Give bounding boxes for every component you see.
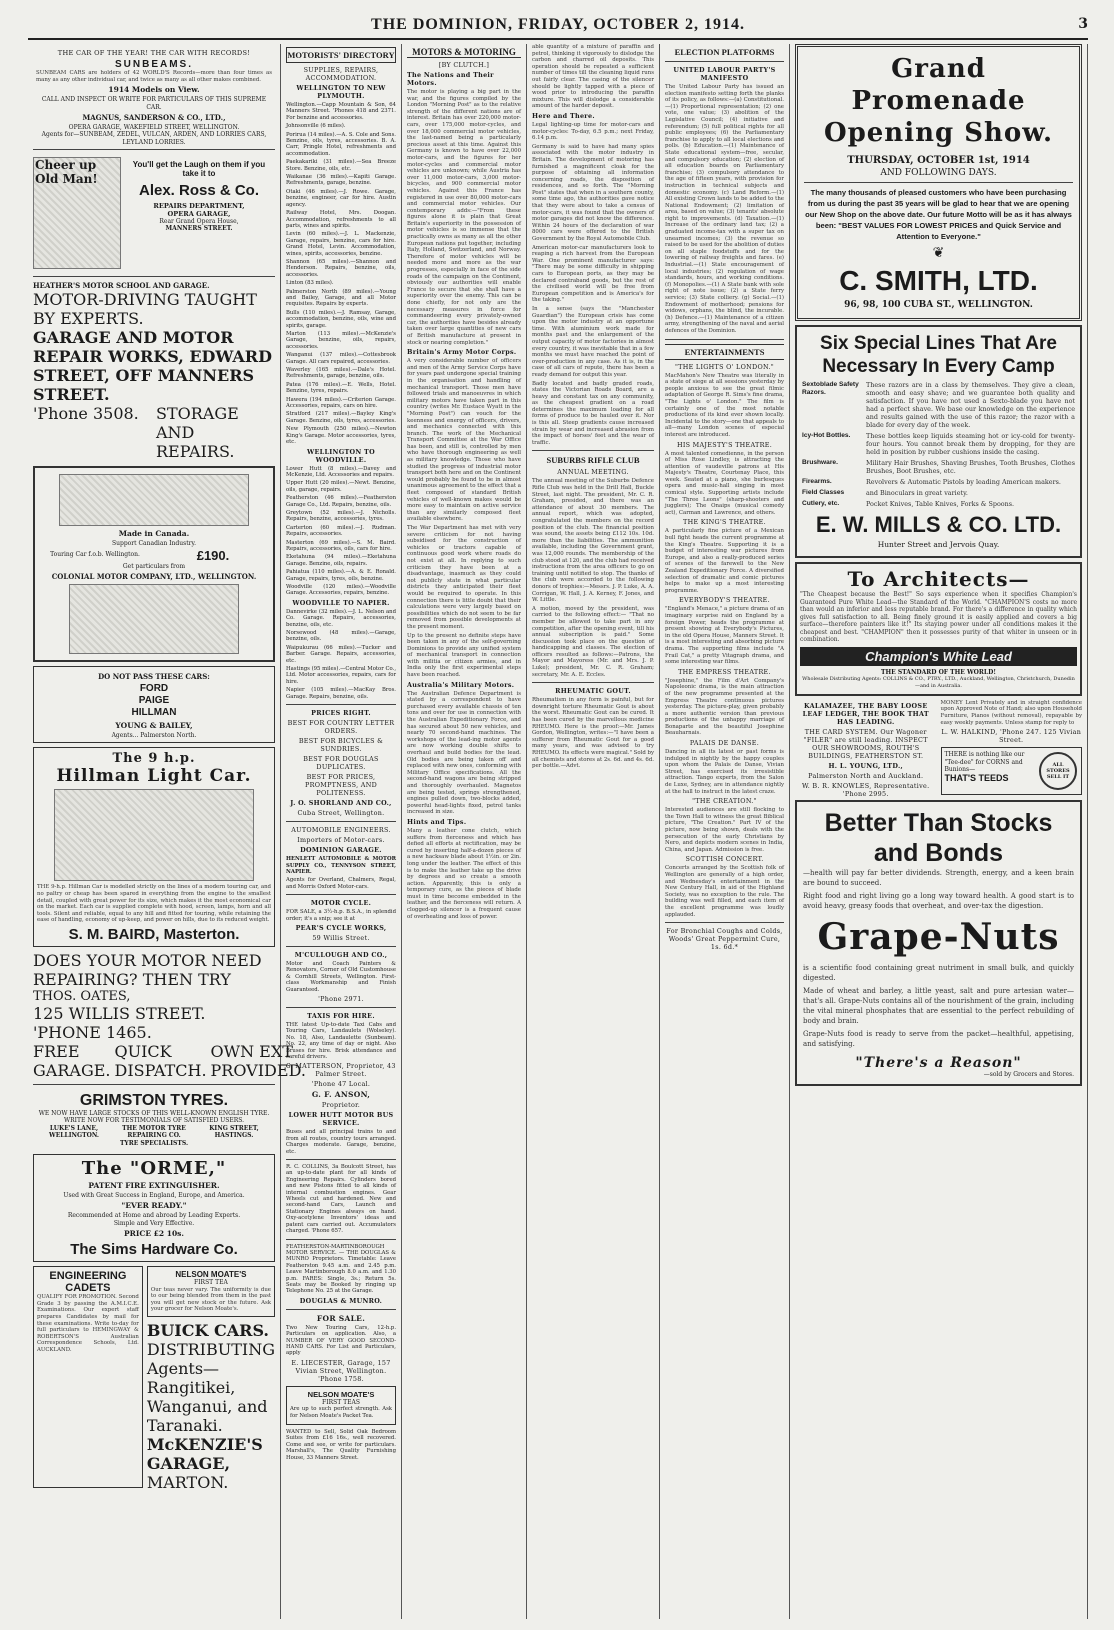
divider xyxy=(33,1084,275,1085)
grimston-lukes: LUKE'S LANE, WELLINGTON. xyxy=(48,1124,100,1140)
directory-entry: Levin (60 miles).—J. L. Mackenzie, Garage, repairs, benzine, cars for hire. Grand Hotel, Levin. Accommodation, wines, spirits, accessories, benzine. xyxy=(286,231,396,257)
kal-rep: W. B. R. KNOWLES, Representative. 'Phone 2995. xyxy=(802,781,930,798)
for-sale-sig: E. LIECESTER, Garage, 157 Vivian Street, Wellington. 'Phone 1758. xyxy=(291,1358,391,1383)
directory-entries-1 xyxy=(286,102,396,446)
special-line-text: Military Hair Brushes, Shaving Brushes, Tooth Brushes, Clothes Brushes, Boot Brushes, etc. xyxy=(866,459,1075,475)
gn-title: Grape-Nuts xyxy=(817,915,1060,958)
six-lines xyxy=(802,381,1075,508)
prices-head: PRICES RIGHT. xyxy=(311,709,371,718)
newspaper-title: THE DOMINION, FRIDAY, OCTOBER 2, 1914. xyxy=(371,16,745,33)
wanted-ad: WANTED to Sell, Solid Oak Bedroom Suites from £16 16s., well recovered. Come and see, or write for particulars. Marshall's, The Quality Furnishing House, 33 Manners Street. xyxy=(286,1429,396,1461)
grape-nuts-ad xyxy=(795,800,1082,1086)
directory-sub: SUPPLIES, REPAIRS, ACCOMMODATION. xyxy=(303,66,379,82)
special-line-item xyxy=(802,478,1075,486)
teeds-body: THERE is nothing like our "Tee-dee" for CORNS and Bunions— xyxy=(944,751,1025,773)
bottom-ads-row xyxy=(33,1266,275,1492)
e8-head: SCOTTISH CONCERT. xyxy=(685,855,764,864)
champion-lead-ad xyxy=(795,562,1082,696)
directory-entry: Pahiatua (110 miles).—A. & E. Ronald. Garage, repairs, tyres, oils, benzine. xyxy=(286,569,396,582)
kal-body: THE CARD SYSTEM. Our Wagoner "FILER" are still leading. INSPECT OUR SHOWROOMS, ROUTH'S BUILDINGS, FEATHERSTON ST. xyxy=(803,727,928,760)
special-line-label: Field Classes xyxy=(802,489,845,496)
american-para: American motor-car manufacturers look to reaping a rich harvest from the European War. One prominent manufacturer says: "There may be some difficulty in shipping cars to European ports, as they may be declared contraband goods, but the rest of the civilised world will be free from European competition and is America's for the taking." xyxy=(532,244,654,304)
magnus-address: OPERA GARAGE, WAKEFIELD STREET, WELLINGTON. xyxy=(68,124,240,131)
mcc-phone: 'Phone 2971. xyxy=(318,994,364,1003)
directory-entry: Otaki (46 miles).—J. Rowe. Garage, benzine, engineer, car for hire. Austin agency. xyxy=(286,188,396,208)
section-hints: Hints and Tips. xyxy=(407,817,467,826)
auto-engineers: AUTOMOBILE ENGINEERS. xyxy=(291,826,391,835)
sunbeam-call: CALL AND INSPECT OR WRITE FOR PARTICULARS OF THIS SUPREME CAR. xyxy=(41,96,267,111)
special-line-item xyxy=(802,500,1075,508)
special-line-label: Icy-Hot Bottles. xyxy=(802,432,851,439)
e4-body: "England's Menace," a picture drama of an imaginary surprise raid on England by a foreign Power, heads the programme at present showing at Everybody's Pictures, in the old Opera House, Manners Street. It is a most interesting and absorbing picture drama. The supporting films include "A Frail Cat," a pretty Vitagraph drama, and some interesting war films. xyxy=(665,606,784,666)
orme-rec: Recommended at Home and abroad by Leading Experts. xyxy=(67,1212,241,1220)
directory-entry: Wellington.—Capp Mountain & Son, 64 Manners Street. 'Phones 418 and 2371. For benzine and accessories. xyxy=(286,102,396,121)
mcc-name: M'CULLOUGH AND CO., xyxy=(294,950,388,959)
nelson2-name: NELSON MOATE'S xyxy=(307,1389,375,1399)
crisis-para: In a sense (says the "Manchester Guardian") the European crisis has come upon the motor industry at an opportune time. With aluminium work made for months past and the enlargement of the output capacity of motor factories in almost every country, it was inevitable that in a few months we must have reached the point of over-production in any case. As it is, in the case of all cars of repute, there has been a ready demand for output this year. xyxy=(532,305,654,378)
oates-question: DOES YOUR MOTOR NEED REPAIRING? THEN TRY xyxy=(33,951,262,989)
alex-ross-name: Alex. Ross & Co. xyxy=(138,182,260,200)
e4-head: EVERYBODY'S THEATRE. xyxy=(679,596,770,605)
engineering-cadets-ad xyxy=(33,1266,143,1488)
dnp-car-1: PAIGE xyxy=(138,695,170,707)
featherston-ad: FEATHERSTON-MARTINBOROUGH MOTOR SERVICE. — THE DOUGLAS & MUNRO Proprietors. Timetable: Leave Featherston 9.45 a.m. and 2.45 p.m. Leave Martinborough 8.0 a.m. and 1.30 p.m. FARES: Single, 3s.; Return 5s. Seats may be Booked by ringing up Telephone No. 25 at the Garage. xyxy=(286,1243,396,1295)
page-number: 3 xyxy=(1078,16,1088,32)
e2-head: HIS MAJESTY'S THEATRE. xyxy=(676,440,773,449)
touring-car-illustration xyxy=(69,584,239,654)
orme-sub: PATENT FIRE EXTINGUISHER. xyxy=(88,1181,220,1191)
divider xyxy=(665,339,784,340)
directory-entry: Railway Hotel, Mrs. Doogan. Accommodation, refreshments to all parts, wines and spirits. xyxy=(286,210,396,229)
divider xyxy=(286,894,396,895)
column-3-motoring xyxy=(402,44,527,1619)
anson-name: G. F. ANSON, xyxy=(311,1090,371,1100)
fleuron-icon: ❦ xyxy=(932,245,945,261)
grimston-spec: TYRE SPECIALISTS. xyxy=(119,1139,189,1147)
smith-name: C. SMITH, LTD. xyxy=(839,265,1038,296)
e5-head: THE EMPRESS THEATRE. xyxy=(678,667,771,676)
directory-entry: Marton (113 miles).—McKenzie's Garage, benzine, oils, repairs, accessories. xyxy=(286,331,396,350)
divider xyxy=(286,704,396,705)
motor-cycle-head: MOTOR CYCLE. xyxy=(310,899,372,908)
directory-entry: Porirua (14 miles).—A. S. Cole and Sons. Benzine, oils, tyres, accessories. B. A. Carr, Pringle Hotel, refreshments and accommodation. xyxy=(286,131,396,157)
magnus-agents: Agents for—SUNBEAM, ZEDEL, VULCAN, ARDEN, AND LORRIES CARS, LEYLAND LORRIES. xyxy=(41,131,267,146)
grimston-ad xyxy=(33,1089,275,1150)
dnp-agents: Agents... Palmerston North. xyxy=(111,732,197,740)
directory-head: MOTORISTS' DIRECTORY xyxy=(286,47,396,63)
directory-entries-3 xyxy=(286,609,396,700)
divider xyxy=(286,1239,396,1240)
mills-name: E. W. MILLS & CO. LTD. xyxy=(815,512,1062,537)
alex-tagline: You'll get the Laugh on them if you take it to xyxy=(132,160,266,179)
kal-head: KALAMAZEE, THE BABY LOOSE LEAF LEDGER, THE BOOK THAT HAS LEADING. xyxy=(802,701,929,726)
grand-promenade-ad xyxy=(795,44,1082,321)
directory-entry: Paekakariki (31 miles).—Sea Breeze Store. Benzine, oils, etc. xyxy=(286,159,396,172)
alex-rear: Rear Grand Opera House, xyxy=(159,218,239,226)
election-head: ELECTION PLATFORMS xyxy=(674,47,775,57)
e3-body: A particularly fine picture of a Mexican bull fight heads the current programme at the King's Theatre. Supporting it is a budget of interesting war pictures from Europe, and also a really-produced series of scenes of the farewell to the New Zealand Expeditionary Force. A diversified selection of dramatic and comic pictures helps to make up a most interesting programme. xyxy=(665,528,784,594)
alex-garage: OPERA GARAGE, xyxy=(167,209,231,218)
arch-dist: Wholesale Distributing Agents: COLLINS & CO., PTRY., LTD., Auckland, Wellington, Christchurch, Dunedin—and in Australia. xyxy=(802,675,1075,690)
column-6-ads xyxy=(790,44,1088,1619)
directory-entry: Hawera (194 miles).—Criterion Garage. Accessories, repairs, cars on hire. xyxy=(286,396,396,410)
oates-own: OWN EXT PROVIDED. xyxy=(210,1042,306,1080)
sunbeam-body: SUNBEAM CARS are holders of 42 WORLD'S Records—more than four times as many as any other individual car, and twice as many as all other makes combined. xyxy=(36,70,272,83)
directory-entry: Palmerston North (89 miles).—Young and Bailey, Garage, and all Motor requisites. Repairs by experts. xyxy=(286,288,396,308)
special-line-text: These bottles keep liquids steaming hot or icy-cold for twenty-four hours. You cannot break them by dropping, for they are held in position by rubber cushions inside the casing. xyxy=(866,432,1075,456)
gp-body: The many thousands of pleased customers who have been purchasing from us during the past 35 years will be glad to hear that we are opening our New Shop on the above date. Our future Motto will be as it has always been: "BEST VALUES FOR LOWEST PRICES and Quick Service and Attention to Everyone." xyxy=(805,188,1072,241)
rheumatic-head: RHEUMATIC GOUT. xyxy=(555,687,631,696)
mills-ad xyxy=(795,325,1082,558)
best-line-2: BEST FOR DOUGLAS DUPLICATES. xyxy=(303,755,379,772)
hillman-body: THE 9-h.p. Hillman Car is modelled strictly on the lines of a modern touring car, and no paltry or cheap has been spared in everything from the engine to the smallest detail, coupled with great power for its size, which makes it the most economical car on the market. Each car is supplied complete with hood, screen, lamps, horn and all tools. Silent and reliable, equal to any hill and fitted for touring, while retaining the ease of handling, economy of up-keep, and power on hills, due to its reduced weight. xyxy=(37,884,271,924)
directory-entry: Linton (83 miles). xyxy=(286,280,334,287)
sunbeam-kicker: THE CAR OF THE YEAR! THE CAR WITH RECORDS! xyxy=(57,49,251,57)
divider xyxy=(532,682,654,683)
orme-ready: "EVER READY." xyxy=(121,1201,187,1211)
australia-para: The Australian Defence Department is stated by a correspondent to have purchased every available chassis of ten tons and over for use in connection with the Australian Expeditionary Force, and has secured about 50 new vehicles, and nearly 70 second-hand machines. The workshops of the lead-ing motor agents are now working double shifts to overhaul and build bodies for the lead. Old bodies are being taken off and replaced with new ones, conforming with Military Office specifications. All the second-hand wagons are being stripped and thoroughly overhauled. Magnetos are being tested, springs strengthened, engines pulled down, two-blocks added, powerful head-lights fixed, petrol tanks increased in size. xyxy=(407,690,521,816)
entertainments-head: ENTERTAINMENTS xyxy=(665,344,784,360)
army-para-2: The War Department has met with very severe criticism for not having subsidised for the construction of vehicles or tractors capable of continuous good work where roads do not exist at all. In replying to such criticism they have been at a disadvantage, inasmuch as they could not publicly state in what particular districts they anticipated their fleet would be required to operate. In this connection there is little doubt that their calculations were very largely based on possibilities which do not seem to be far removed from possible developments at the present moment. xyxy=(407,525,521,630)
small-ads-row xyxy=(795,700,1082,800)
special-line-text: Revolvers & Automatic Pistols by leading American makers. xyxy=(866,478,1061,486)
special-line-text: These razors are in a class by themselves. They give a clean, smooth and easy shave; and we guarantee both quality and satisfaction. If you have not used a Sexto-blade you have not had a perfect shave. We base our knowledge on the experience and results gained with the use of this razor; the razor with a blade for every day of the week. xyxy=(866,381,1075,429)
gn-reason: "There's a Reason" xyxy=(855,1054,1022,1071)
suburbs-para-1: The annual meeting of the Suburbs Defence Rifle Club was held in the Drill Hall, Buckle Street, last night. The president, Mr. C. R. Graham, presided, and there was an attendance of about 30 members. The annual report, which was adopted, congratulated the members on the record position of the club. The financial position was sound, the assets being £112 10s. 10d. more than the liabilities. The ammunition available, including the Government grant, was 12,000 rounds. The membership of the club stood at 120, and the club had received instructions from the area officers to go on training until notified to stop. The thanks of the club were accorded to the following donors of trophies:—Messrs. J. P. Luke, A. A. Corrigan, W. Hall, J. A. Kerney, F. Jones, and W. Little. xyxy=(532,478,654,604)
directory-entry: Dannevirke (32 miles).—J. L. Nelson and Co. Garage. Repairs, accessories, benzine, oils, etc. xyxy=(286,608,396,628)
dnp-firm: YOUNG & BAILEY, xyxy=(115,721,193,731)
divider xyxy=(286,821,396,822)
directory-entry: Waikanae (36 miles).—Kapiti Garage. Refreshments, garage, benzine. xyxy=(286,174,396,187)
money-sig: L. W. HALKIND, 'Phone 247. 125 Vivian Street. xyxy=(941,728,1082,745)
e6-body: Dancing in all its latest or past forms is indulged in nightly by the happy couples upon whom the Palais de Danse, Vivian Street, has exercised its irresistible attraction. Tango experts, from the Salon de Luxe, Sydney, are in attendance nightly at the hall to instruct in the latest craze. xyxy=(665,749,784,795)
directory-entry: Shannon (65 miles).—Shannon and Henderson. Repairs, benzine, oils, accessories. xyxy=(286,258,396,278)
henlett: HENLETT AUTOMOBILE & MOTOR SUPPLY CO., TENNYSON STREET, NAPIER. xyxy=(286,856,396,875)
buick-body: DISTRIBUTING Agents—Rangitikei, Wanganui, and Taranaki. xyxy=(146,1340,275,1436)
right-stack xyxy=(147,1266,275,1492)
kal-firm: H. L. YOUNG, LTD., xyxy=(828,761,904,770)
directory-entry: Upper Hutt (20 miles).—Newt. Benzine, oils, garage, repairs. xyxy=(286,480,396,493)
nelson-moate-ad-2 xyxy=(286,1386,396,1425)
grimston-co: THE MOTOR TYRE REPAIRING CO. xyxy=(122,1124,186,1140)
motoring-head: MOTORS & MOTORING xyxy=(407,47,521,58)
directory-entry: Masterton (69 miles).—S. M. Baird. Repairs, accessories, oils, cars for hire. xyxy=(286,539,396,552)
e5-body: "Josephine," the Film d'Art Company's Napoleonic drama, is the main attraction of the new programme presented at the Empress Theatre continuous pictures yesterday. The picture-play, given probably a more authentic version than previous productions of the unhappy marriage of Bonaparte and the beautiful Josephine Beauharnais. xyxy=(665,677,784,737)
column-2-directory xyxy=(281,44,402,1619)
divider xyxy=(286,1159,396,1160)
featherston-sig: DOUGLAS & MUNRO. xyxy=(299,1296,383,1305)
grimston-king: KING STREET, HASTINGS. xyxy=(209,1124,259,1140)
directory-entry: Woodville (120 miles).—Woodville Garage. Accessories, repairs, benzine. xyxy=(286,584,396,597)
nelson2-body: Are up to such perfect strength. Ask for Nelson Moate's Packet Tea. xyxy=(290,1406,392,1419)
baird-name: S. M. BAIRD, Masterton. xyxy=(68,926,240,943)
nelson-tea-ad xyxy=(147,1266,275,1317)
gp-title: Grand Promenade Opening Show. xyxy=(823,54,1054,148)
kalamazee-ad xyxy=(795,700,937,800)
shorland-addr: Cuba Street, Wellington. xyxy=(297,809,385,818)
special-line-text: Pocket Knives, Table Knives, Forks & Spoons. xyxy=(866,500,1015,508)
canada-price: £190. xyxy=(196,547,230,563)
section-australia: Australia's Military Motors. xyxy=(407,680,515,689)
oates-quick: QUICK DISPATCH. xyxy=(114,1042,207,1080)
better-p1: —health will pay far better dividends. Strength, energy, and a keen brain are bound to succeed. xyxy=(803,868,1074,887)
henlett-agents: Agents for Overland, Chalmers, Regal, and Morris Oxford Motor-cars. xyxy=(286,877,396,890)
grimston-body: WE NOW HAVE LARGE STOCKS OF THIS WELL-KNOWN ENGLISH TYRE. WRITE NOW FOR TESTIMONIALS OF SATISFIED USERS. xyxy=(38,1110,270,1125)
money-body: MONEY Lent Privately and in straight confidence upon Approved Note of Hand; also upon Household Furniture, Pianos (without removal), repayable by easy weekly payments. Unless stamp for reply to xyxy=(940,699,1082,726)
eng-body: QUALIFY FOR PROMOTION. Second Grade 3 by passing the A.M.I.C.E. Examinations. Our expert staff prepares Candidates by mail for these examinations. Write to-day for full particulars to HEMINGWAY & ROBERTSON'S Australian Correspondence Schools, Ltd. AUCKLAND. xyxy=(37,1294,139,1353)
directory-entry: Patea (176 miles).—E. Wells, Hotel. Benzine, tyres, repairs. xyxy=(286,381,396,395)
oates-addr: 125 WILLIS STREET. 'PHONE 1465. xyxy=(33,1004,206,1042)
masthead xyxy=(28,16,1088,40)
sunbeam-models: 1914 Models on View. xyxy=(108,85,200,95)
heather-ad xyxy=(33,281,275,461)
sunbeam-ad xyxy=(33,44,275,150)
hillman-car-illustration xyxy=(54,789,254,881)
manifesto-body: The United Labour Party has issued an election manifesto setting forth the planks of its policy, as follows:—(a) Constitutional.—(1) Proportional representation; (2) one vote, one value; (3) abolition of the Legislative Council; (4) initiative and referendum; (5) full political rights for all public employees; (6) the Parliamentary franchise to apply to all local elections and polls. (b) Education.—(1) Maintenance of State educational system—free, secular, and compulsory education; (2) election of all education boards on Parliamentary franchise; (3) compulsory attendance to the age of fifteen years, with provision for instruction in technical subjects and domestic economy. (c) Land Reform.—(1) All existing Crown lands to be added to the National Endowment; (2) limitation of area, based on value; (3) tenants' absolute right to improvements. (d) Taxation.—(1) Increase of the ordinary land tax; (2) a graduated income-tax with a super tax on unearned incomes; (3) the revenue so raised to be used for the abolition of duties on all staple foodstuffs and for the lowering of railway freights and fares. (e) Industrial.—(1) State encouragement of local industries; (2) regulation of wage standards, hours, and working conditions. (f) Monopolies.—(1) A State bank with sole right of note issue; (2) a State ferry service; (3) State colliery. (g) Social.—(1) Endowment of motherhood; pensions for widows, orphans, the blind, the incurable. (h) Defence.—(1) Maintenance of a citizen army, strengthening of the naval and aerial defences of the Dominion. xyxy=(665,84,784,334)
kal-town: Palmerston North and Auckland. xyxy=(808,771,924,780)
buick-firm: McKENZIE'S GARAGE, xyxy=(146,1435,263,1474)
nelson2-tea: FIRST TEAS xyxy=(322,1398,360,1406)
gn-p2: Made of wheat and barley, a little yeast, salt and pure artesian water—that's all. Grape-Nuts contains all of the nourishment of the grain, including the vital mineral phosphates that are essential to the perfect rebuilding of body and brain. xyxy=(803,986,1074,1025)
motoring-byline: [BY CLUTCH.] xyxy=(438,61,490,69)
alex-ross-ad xyxy=(33,154,275,272)
column-1-ads xyxy=(28,44,306,1619)
arch-brand: Champion's White Lead xyxy=(800,647,1077,666)
magnus-name: MAGNUS, SANDERSON & CO., LTD., xyxy=(82,113,226,122)
taxis-phone: 'Phone 47 Local. xyxy=(311,1080,371,1089)
directory-entry: Norsewood (48 miles).—Garage, benzine, oils. xyxy=(286,630,396,643)
eng-title: ENGINEERING CADETS xyxy=(49,1270,127,1295)
column-4-news xyxy=(527,44,660,1619)
special-line-item xyxy=(802,432,1075,456)
alex-dept: REPAIRS DEPARTMENT, xyxy=(153,202,245,211)
auto-importers: Importers of Motor-cars. xyxy=(297,836,385,845)
car-illustration xyxy=(59,474,249,526)
special-line-item xyxy=(802,489,1075,497)
pearl-addr: 59 Willis Street. xyxy=(312,933,370,942)
sims-hardware: The Sims Hardware Co. xyxy=(70,1241,238,1259)
heather-phone: 'Phone 3508. xyxy=(33,404,139,424)
sunbeam-name: SUNBEAMS. xyxy=(114,59,193,70)
smith-addr: 96, 98, 100 CUBA ST., WELLINGTON. xyxy=(844,300,1033,310)
e3-head: THE KING'S THEATRE. xyxy=(683,518,766,527)
collins-ad: R. C. COLLINS, 3a Boulcott Street, has an up-to-date plant for all kinds of Engineering Repairs. Cylinders bored and new Pistons fitted to all kinds of internal combustion engines. Gear Wheels cut and hardened. New and second-hand Cars, Launch and Stationary Engines always on hand. Oxy-acetylene Inventors' ideas and patent cars carried out. Accumulators charged. 'Phone 657. xyxy=(286,1164,396,1235)
directory-entry: Johnsonville (6 miles). xyxy=(286,123,346,130)
nelson-tea: FIRST TEA xyxy=(194,1279,228,1287)
special-line-text: and Binoculars in great variety. xyxy=(866,489,968,497)
labour-manifesto-head: UNITED LABOUR PARTY'S MANIFESTO xyxy=(673,66,776,82)
best-line-0: BEST FOR COUNTRY LETTER ORDERS. xyxy=(287,719,395,736)
orme-used: Used with Great Success in England, Europe, and America. xyxy=(63,1192,245,1200)
suburbs-sub: ANNUAL MEETING. xyxy=(557,468,629,477)
young-bailey-ad xyxy=(33,666,275,743)
lighting-para: Legal lighting-up time for motor-cars and motor-cycles: To-day, 6.5 p.m.; next Friday, 6.14 p.m. xyxy=(532,121,654,142)
directory-entry: Wanganui (137 miles).—Cottesbrook Garage. All cars repaired, accessories. xyxy=(286,352,396,365)
army-para-3: Up to the present no definite steps have been taken in any of the self-governing Dominions to provide any unified system of mechanical transport in connection with militia or citizen armies, and in India only the first experimental steps have been reached. xyxy=(407,632,521,679)
oates-name: THOS. OATES, xyxy=(33,989,131,1004)
arch-body: "The Cheapest because the Best!" So says experience when it specifies Champion's Guaranteed Pure White Lead—the Standard of the World. "CHAMPION'S costs no more than would an inferior and less reputable brand. For there's a difference in quality which gives full satisfaction to all. Being finely ground it is easily applied and covers a big surface—therefore painters like it!" Its staying power under all conditions makes it the cheapest and best. "CHAMPION" then it possesses purity of that whiter in unseen or in combination. xyxy=(800,591,1077,643)
hillman-name: Hillman Light Car. xyxy=(56,766,252,787)
suburbs-head: SUBURBS RIFLE CLUB xyxy=(546,455,640,466)
roads-para: Badly located and badly graded roads, states the Victorian Roads Board, are a heavy and constant tax on any community, as the cheapest gradient on a road determines the maximum loading for all forms of produce to be hauled over it. Nor is this all. Steep gradients cause increased strain by wear and increased abrasion from the impact of horses' feet and the wear of traffic. xyxy=(532,380,654,446)
nations-para: The motor is playing a big part in the war, and the figures compiled by the London "Morning Post" as to the relative strength of the different nations are of interest. Britain has over 220,000 motor-cars, over 175,000 motor-cycles, and over 18,000 commercial motor vehicles, the last-named being a particularly precious asset at this time. Against this Germany is known to have over 22,000 motor-cars, and the figures for her motor-cycles and commercial motor vehicles are unknown; while Austria has over 11,000 motor-cars, 3,000 motor-bicycles, and 900 commercial motor vehicles. Against this France has registered in use over 80,000 motor-cars and commercial motor vehicles. Our contemporary adds:—"From these figures alone it is plain that Great Britain's superiority in the possession of motor vehicles is so immense that the practically owns as many as all the other European nations put together, including Italy, Holland, Switzerland, and Norway. Therefore of motor vehicles will be needed more and more as the war progresses, especially in face of the side roads of the campaign on the Continent, obviously our authorities will enable France to secure that she shall have a superiority over the enemy. This can be done chiefly, for not only are the necessary measures in force for commandeering every privately-owned car, the authorities have besides already taken over large quantities of new cars of British manufacture at present in stock or nearing completion." xyxy=(407,89,521,346)
arch-std: THE STANDARD OF THE WORLD! xyxy=(881,668,996,676)
taxis-sig: S. MATTERSON, Proprietor, 43 Palmer Street. xyxy=(286,1062,396,1079)
divider xyxy=(286,1007,396,1008)
e7-head: "THE CREATION." xyxy=(692,797,757,806)
colonial-motor-ad xyxy=(33,466,275,662)
mills-addr: Hunter Street and Jervois Quay. xyxy=(877,540,1000,549)
divider xyxy=(532,450,654,451)
special-line-label: Firearms. xyxy=(802,478,832,485)
canada-get: Get particulars from xyxy=(122,562,186,570)
directory-entry: Eketahuna (94 miles).—Eketahuna Garage. Benzine, oils, repairs. xyxy=(286,554,396,567)
gn-p1: is a scientific food containing great nutriment in small bulk, and quickly digested. xyxy=(803,963,1074,982)
directory-entry: Napier (105 miles).—MacKay Bros. Garage. Repairs, benzine, oils. xyxy=(286,687,396,700)
directory-entry: Greytown (52 miles).—J. Nicholls. Repairs, benzine, accessories, tyres. xyxy=(286,509,396,523)
pearl-name: PEAR'S CYCLE WORKS, xyxy=(295,923,387,932)
suburbs-para-2: A motion, moved by the president, was carried to the following effect:— "That no member be allowed to take part in any competition, after the opening event, till his annual subscription is paid." Some discussion took place on the question of handicapping and classes. The election of officers resulted as follows:—Patrons, the Mayor and Mayoress (Mr. and Mrs. J. P. Luke); president, Mr. C. R. Graham; secretary, Mr. A. E. Eccles. xyxy=(532,605,654,678)
section-nations: The Nations and Their Motors. xyxy=(407,71,494,87)
sale-ad: FOR SALE, a 3½-h.p. B.S.A., in splendid order; it's a snip; see it at xyxy=(286,909,396,922)
taxis-head: TAXIS FOR HIRE. xyxy=(307,1011,375,1020)
divider xyxy=(33,276,275,277)
heather-name: HEATHER'S MOTOR SCHOOL AND GARAGE. xyxy=(33,281,210,291)
gn-p3: Grape-Nuts food is ready to serve from the packet—healthful, appetising, and satisfying. xyxy=(803,1029,1074,1048)
taxis-body: THE latest Up-to-date Taxi Cabs and Touring Cars, Landaulets (Wolseley). No. 18, Also, Landaulette (Sunbeam). No. 22, any time of day or night. Also Bruses for hire. Brisk attendance and careful drivers. xyxy=(286,1021,396,1060)
directory-entry: Featherston (46 miles).—Featherston Garage Co., Ltd. Repairs, benzine, oils. xyxy=(286,495,396,508)
hillman-ad xyxy=(33,747,275,947)
for-sale-head: FOR SALE. xyxy=(316,1313,366,1323)
heather-line2: GARAGE AND MOTOR REPAIR WORKS, EDWARD STREET, OFF MANNERS STREET. xyxy=(33,328,272,405)
e2-body: A most talented comedienne, in the person of Miss Rose Lindley, is attracting the attention of vaudeville patrons at His Majesty's Theatre, Courtenay Place, this week. Seated at a piano, she burlesques opera and music-hall singing in most comical style. Supporting artists include "The Three Leons" (sharp-shooters and jugglers); The Onaips (musical comedy act), Carman and Lawrence, and others. xyxy=(665,450,784,516)
section-here-there: Here and There. xyxy=(532,111,595,120)
special-line-label: Sextoblade Safety Razors. xyxy=(802,381,859,396)
hints-para: Many a leather cone clutch, which suffers from fierceness and which has defied all efforts at rectification, may be cured by inserting half-a-dozen pieces of a new hacksaw blade about 1½in. or 2in. long under the leather. The effect of this is to make the leather take up the drive by degrees and so create a smooth action. Apparently, this is only a temporary cure, as the pieces of blade must in time become embedded in the leather, and the fierceness will return. A clogged-up silencer is a frequent cause of overheating and loss of power. xyxy=(407,827,521,920)
army-para-1: A very considerable number of officers and men of the Army Service Corps have for years past undergone special training in the organisation and handling of mechanical transport. Those men have followed trials and manoeuvres in which military motors have taken part in this country (writes Mr. Eustace Wyatt in the "Morning Post") can vouch for the keenness and energy of officers, drivers, and mechanics connected with this branch. The work of the Mechanical Transport Committee at the War Office has been, and still is, controlled by men who have thorough engineering as well as military knowledge. Those who have studied the progress of industrial motor transport both here and on the Continent would probably be found to be in almost unanimous agreement to the effect that a fleet composed of standard British vehicles of well-known makes would be more easy to maintain on active service than any similarly composed fleet available elsewhere. xyxy=(407,358,521,523)
divider xyxy=(286,946,396,947)
best-line-1: BEST FOR BICYCLES & SUNDRIES. xyxy=(298,737,384,754)
divider xyxy=(804,182,1073,183)
e1-head: "THE LIGHTS O' LONDON." xyxy=(674,362,775,371)
section-woodville-napier: WOODVILLE TO NAPIER. xyxy=(292,598,390,607)
for-sale-body: Two New Touring Cars, 12-h.p. Particulars on application. Also, a NUMBER OF VERY GOOD SECOND-HAND CARS. For List and Particulars, apply xyxy=(286,1324,396,1357)
gp-following: AND FOLLOWING DAYS. xyxy=(880,168,997,178)
buick-town: MARTON. xyxy=(146,1473,229,1493)
section-wellington-woodville: WELLINGTON TO WOODVILLE. xyxy=(307,447,375,464)
six-title: Six Special Lines That Are Necessary In Every Camp xyxy=(820,333,1057,377)
divider xyxy=(665,922,784,923)
better-title: Better Than Stocks and Bonds xyxy=(824,808,1053,867)
heather-storage: STORAGE AND REPAIRS. xyxy=(156,404,239,462)
divider xyxy=(286,1309,396,1310)
heather-line1: MOTOR-DRIVING TAUGHT BY EXPERTS. xyxy=(33,290,257,329)
canada-support: Support Canadian Industry. xyxy=(112,540,196,548)
shorland-name: J. O. SHORLAND AND CO., xyxy=(290,799,392,808)
orme-ad xyxy=(33,1154,275,1262)
orme-price: PRICE £2 10s. xyxy=(124,1229,184,1239)
e1-body: MacMahon's New Theatre was literally in a state of siege at all sessions yesterday by people anxious to see the great filmic adaptation of George R. Sims's fine drama, "The Lights o' London." The film is certainly one of the most notable productions of its kind ever shown locally. Incidental to the story—one that appeals to all—many London scenes of especial interest are introduced. xyxy=(665,372,784,438)
dnp-car-0: FORD xyxy=(139,683,169,695)
column-5-election xyxy=(660,44,790,1619)
rheumatic-para: Rheumatism in any form is painful, but for downright torture Rheumatic Gout is about the worst. Rheumatic Gout can be cured. It has been cured by the marvellous medicine RHEUMO. Here is the proof:—Mr. James Gordon, Wellington, writes:—"I have been a sufferer from Rheumatic Gout for a good many years, and was advised to try RHEUMO. Its effects were magical." Sold by all chemists and stores at 2s. 6d. and 4s. 6d. per bottle.—Advt. xyxy=(532,697,654,770)
directory-entry: Hastings (95 miles).—Central Motor Co., Ltd. Motor accessories, repairs, cars for hire. xyxy=(286,666,396,685)
hutt-body: Buses and all principal trains to and from all routes, country tours arranged. Charges moderate. Garage, benzine, etc. xyxy=(286,1129,396,1155)
teeds-name: THAT'S TEEDS xyxy=(944,773,1009,784)
grimston-name: GRIMSTON TYRES. xyxy=(79,1092,229,1109)
directory-entry: Bulls (110 miles).—J. Ramsay, Garage, accommodation, benzine, oils, wine and spirits, garage. xyxy=(286,309,396,329)
divider xyxy=(665,61,784,62)
special-line-item xyxy=(802,459,1075,475)
directory-entry: Carterton (60 miles).—J. Rudman. Repairs, accessories. xyxy=(286,524,396,538)
spies-para: Germany is said to have had many spies associated with the motor industry in Britain. The development of motoring has furnished a magnificent cloak for the purpose of obtaining all information concerning roads, the disposition of residences, and so forth. The "Morning Post" states that when in a southern county, some time ago, the authorities gave notice that they were about to take a census of motor-cars, it was found that the owners of motor garages did not know the difference. Within 24 hours of the declaration of war 8000 cars were offered to the British Government by the Royal Automobile Club. xyxy=(532,143,654,243)
arch-title: To Architects— xyxy=(847,567,1030,591)
dnp-car-2: HILLMAN xyxy=(131,707,177,719)
orme-name: The "ORME," xyxy=(81,1158,227,1180)
directory-entry: New Plymouth (250 miles).—Newton King's Garage. Motor accessories, tyres, etc. xyxy=(286,426,396,446)
oates-ad xyxy=(33,951,306,1080)
teeds-ad xyxy=(941,747,1083,795)
canada-touring: Touring Car f.o.b. Wellington. xyxy=(50,551,140,559)
e8-body: Concerts arranged by the Scottish folk of Wellington are generally of a high order, and Wednesday's entertainment in the New Century Hall, in aid of the Highland Society, was no exception to the rule. The building was well filled, and each item of the excellent programme was loudly applauded. xyxy=(665,865,784,918)
oates-free: FREE GARAGE. xyxy=(33,1042,111,1080)
cheer-up-caption: Cheer up Old Man! xyxy=(35,158,98,187)
canada-made: Made in Canada. xyxy=(118,529,190,539)
dnp-head: DO NOT PASS THESE CARS: xyxy=(98,672,210,682)
colonial-company: COLONIAL MOTOR COMPANY, LTD., WELLINGTON. xyxy=(51,572,257,582)
special-line-label: Cutlery, etc. xyxy=(802,500,840,507)
gp-date: THURSDAY, OCTOBER 1st, 1914 xyxy=(847,155,1030,166)
section-wellington-newplymouth: WELLINGTON TO NEW PLYMOUTH. xyxy=(296,84,386,100)
best-line-3: BEST FOR PRICES, PROMPTNESS, AND POLITENESS. xyxy=(304,773,378,798)
hillman-hp: The 9 h.p. xyxy=(112,751,196,767)
hutt-bus: LOWER HUTT MOTOR BUS SERVICE. xyxy=(288,1111,394,1128)
e6-head: PALAIS DE DANSE. xyxy=(689,739,760,748)
dominion-garage: DOMINION GARAGE. xyxy=(300,846,382,855)
anson-prop: Proprietor. xyxy=(321,1101,361,1110)
alex-ross-copy xyxy=(129,158,269,233)
directory-entry: Stratford (217 miles).—Bayley King's Garage. Benzine, oils, tyres, accessories. xyxy=(286,411,396,424)
silencer-para: able quantity of a mixture of paraffin and petrol, thinking it vigorously to dislodge the carbon and charred oil deposits. This operation should be repeated a sufficient number of times till the cleaning liquid runs out fairly clear. The casing of the silencer should be lightly tapped with a piece of wood prior to introducing the paraffin mixture. This will dislodge a considerable amount of the harder deposit. xyxy=(532,44,654,110)
directory-entry: Waipukurau (66 miles).—Tucker and Barber. Garage. Repairs, accessories, etc. xyxy=(286,644,396,664)
better-p2: Right food and right living go a long way toward health. A good start is to avoid heavy, greasy foods that overheat, and over-tax the digestion. xyxy=(803,891,1074,910)
special-line-label: Brushware. xyxy=(802,459,838,466)
special-line-item xyxy=(802,381,1075,429)
footer-advt: For Bronchial Coughs and Colds, Woods' Great Peppermint Cure, 1s. 6d.* xyxy=(666,927,783,952)
buick-head: BUICK CARS. xyxy=(146,1321,269,1341)
nelson-body: Our teas never vary. The uniformity is due to our being blended from them in the past you will get new stock or the future. Ask your grocer for Nelson Moate's. xyxy=(150,1286,271,1313)
section-army-motor: Britain's Army Motor Corps. xyxy=(407,348,517,357)
money-teeds-stack xyxy=(941,700,1083,800)
orme-simple: Simple and Very Effective. xyxy=(113,1219,195,1227)
directory-entry: Lower Hutt (8 miles).—Davey and McKenzie, Ltd. Accessories and repairs. xyxy=(286,465,396,478)
gn-sold: —sold by Grocers and Stores. xyxy=(983,1070,1074,1078)
directory-entries-2 xyxy=(286,466,396,597)
e7-body: Interested audiences are still flocking to the Town Hall to witness the great Biblical picture, "The Creation." Part IV of the picture, now being shown, deals with the persecution of the early Christians by Nero, and depicts modern scenes in India, China, and Japan. Admission is free. xyxy=(665,807,784,853)
alex-street: MANNERS STREET. xyxy=(165,225,233,233)
stamp-icon: ALL STORES SELL IT xyxy=(1039,752,1077,790)
directory-entry: Waverley (165 miles).—Dale's Hotel. Refreshments, garage, benzine, oils. xyxy=(286,367,396,380)
mcc-body: Motor and Coach Painters & Renovators, Corner of Old Customhouse & Cornhill Streets, Wellington. First-class Workmanship and Finish Guaranteed. xyxy=(286,960,396,993)
nelson-name: NELSON MOATE'S xyxy=(175,1270,247,1280)
